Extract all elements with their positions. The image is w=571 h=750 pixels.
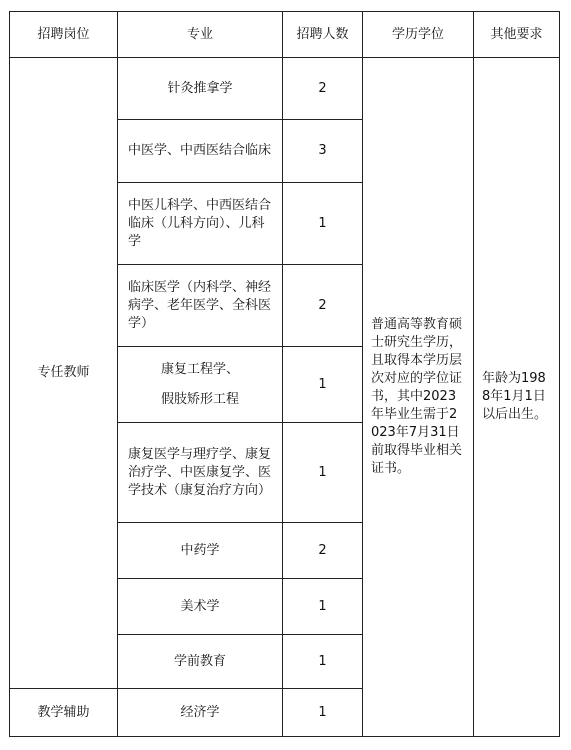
count-cell: 1	[283, 579, 363, 635]
table-header-row	[10, 12, 560, 58]
major-cell: 学前教育	[118, 635, 283, 689]
count-cell: 1	[283, 347, 363, 423]
position-cell: 专任教师	[10, 58, 118, 689]
count-cell: 1	[283, 423, 363, 523]
major-cell: 临床医学（内科学、神经病学、老年医学、全科医学）	[118, 265, 283, 347]
other-requirement-cell: 年龄为1988年1月1日以后出生。	[474, 58, 560, 737]
count-cell: 1	[283, 689, 363, 737]
major-cell: 中医学、中西医结合临床	[118, 120, 283, 183]
table-row	[10, 58, 560, 120]
major-cell: 中药学	[118, 523, 283, 579]
count-cell: 2	[283, 58, 363, 120]
major-cell: 针灸推拿学	[118, 58, 283, 120]
count-cell: 1	[283, 183, 363, 265]
major-line: 康复工程学、	[160, 361, 239, 377]
major-line: 假肢矫形工程	[160, 391, 239, 407]
major-cell	[118, 347, 283, 423]
header-major: 专业	[118, 12, 283, 58]
position-cell: 教学辅助	[10, 689, 118, 737]
major-cell: 中医儿科学、中西医结合临床（儿科方向）、儿科学	[118, 183, 283, 265]
major-cell: 康复医学与理疗学、康复治疗学、中医康复学、医学技术（康复治疗方向）	[118, 423, 283, 523]
education-requirement-cell: 普通高等教育硕士研究生学历，且取得本学历层次对应的学位证书，其中2023年毕业生需于2023年7月31日前取得毕业相关证书。	[363, 58, 474, 737]
count-cell: 1	[283, 635, 363, 689]
header-count: 招聘人数	[283, 12, 363, 58]
count-cell: 2	[283, 523, 363, 579]
header-education: 学历学位	[363, 12, 474, 58]
major-cell: 经济学	[118, 689, 283, 737]
header-position: 招聘岗位	[10, 12, 118, 58]
count-cell: 3	[283, 120, 363, 183]
major-cell: 美术学	[118, 579, 283, 635]
count-cell: 2	[283, 265, 363, 347]
recruitment-table	[9, 11, 560, 737]
header-other: 其他要求	[474, 12, 560, 58]
